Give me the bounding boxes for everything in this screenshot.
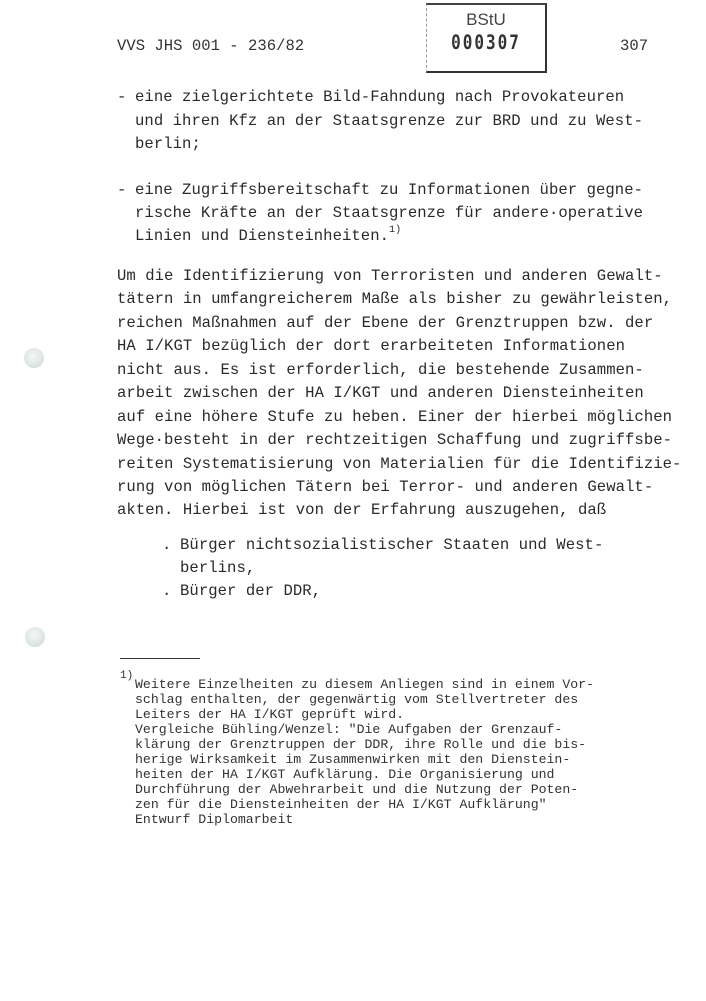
stamp-number: 000307 xyxy=(451,31,521,54)
bullet-line: Bürger nichtsozialistischer Staaten und West- xyxy=(180,536,604,554)
paragraph-line: tätern in umfangreicherem Maße als bisher zu gewährleisten, xyxy=(117,290,673,308)
footnote-line: heiten der HA I/KGT Aufklärung. Die Organisierung und xyxy=(135,767,555,782)
bullet-line: und ihren Kfz an der Staatsgrenze zur BRD und zu West- xyxy=(135,112,644,130)
footnote-line: klärung der Grenztruppen der DDR, ihre Rolle und die bis- xyxy=(135,737,587,752)
paragraph-line: HA I/KGT bezüglich der dort erarbeiteten Informationen xyxy=(117,337,626,355)
bullet-line: berlin; xyxy=(135,135,201,153)
bullet-line: berlins, xyxy=(180,559,256,577)
paragraph-line: arbeit zwischen der HA I/KGT und anderen Diensteinheiten xyxy=(117,384,644,402)
footnote-line: Weitere Einzelheiten zu diesem Anliegen sind in einem Vor- xyxy=(135,677,594,692)
document-reference: VVS JHS 001 - 236/82 xyxy=(117,37,305,55)
footnote-reference: 1) xyxy=(389,225,402,236)
bullet-line: Bürger der DDR, xyxy=(180,582,322,600)
paragraph-line: auf eine höhere Stufe zu heben. Einer der hierbei möglichen xyxy=(117,408,673,426)
paragraph-line: Wege·besteht in der rechtzeitigen Schaffung und zugriffsbe- xyxy=(117,431,673,449)
footnote-line: Durchführung der Abwehrarbeit und die Nutzung der Poten- xyxy=(135,782,579,797)
paragraph-line: reichen Maßnahmen auf der Ebene der Grenztruppen bzw. der xyxy=(117,314,654,332)
footnote-line: Vergleiche Bühling/Wenzel: "Die Aufgaben der Grenzauf- xyxy=(135,722,563,737)
stamp-title: BStU xyxy=(466,10,506,29)
footnote-line: Leiters der HA I/KGT geprüft wird. xyxy=(135,707,405,722)
paragraph-line: Um die Identifizierung von Terroristen und anderen Gewalt- xyxy=(117,267,663,285)
paragraph-line: rung von möglichen Tätern bei Terror- und anderen Gewalt- xyxy=(117,478,654,496)
bullet-line: eine Zugriffsbereitschaft zu Informationen über gegne- xyxy=(135,181,644,199)
paragraph-line: reiten Systematisierung von Materialien für die Identifizie- xyxy=(117,455,682,473)
bullet-marker: . xyxy=(162,582,172,600)
bullet-marker: . xyxy=(162,536,172,554)
bullet-line: eine zielgerichtete Bild-Fahndung nach Provokateuren xyxy=(135,88,625,106)
footnote-divider xyxy=(120,658,200,659)
bullet-line: rische Kräfte an der Staatsgrenze für andere·operative xyxy=(135,204,644,222)
page-number: 307 xyxy=(620,37,649,55)
paragraph-line: nicht aus. Es ist erforderlich, die bestehende Zusammen- xyxy=(117,361,644,379)
paragraph-line: akten. Hierbei ist von der Erfahrung auszugehen, daß xyxy=(117,501,607,519)
footnote-line: herige Wirksamkeit im Zusammenwirken mit den Dienstein- xyxy=(135,752,571,767)
archive-stamp xyxy=(426,3,547,73)
bullet-marker: - xyxy=(117,88,127,106)
bullet-line-text: Linien und Diensteinheiten. xyxy=(135,227,390,245)
punch-hole-icon xyxy=(24,348,44,368)
footnote-line: schlag enthalten, der gegenwärtig vom Stellvertreter des xyxy=(135,692,579,707)
bullet-line xyxy=(135,226,401,249)
footnote-line: Entwurf Diplomarbeit xyxy=(135,812,294,827)
bullet-marker: - xyxy=(117,181,127,199)
footnote-line: zen für die Diensteinheiten der HA I/KGT Aufklärung" xyxy=(135,797,547,812)
punch-hole-icon xyxy=(25,627,45,647)
footnote-marker: 1) xyxy=(120,670,134,682)
